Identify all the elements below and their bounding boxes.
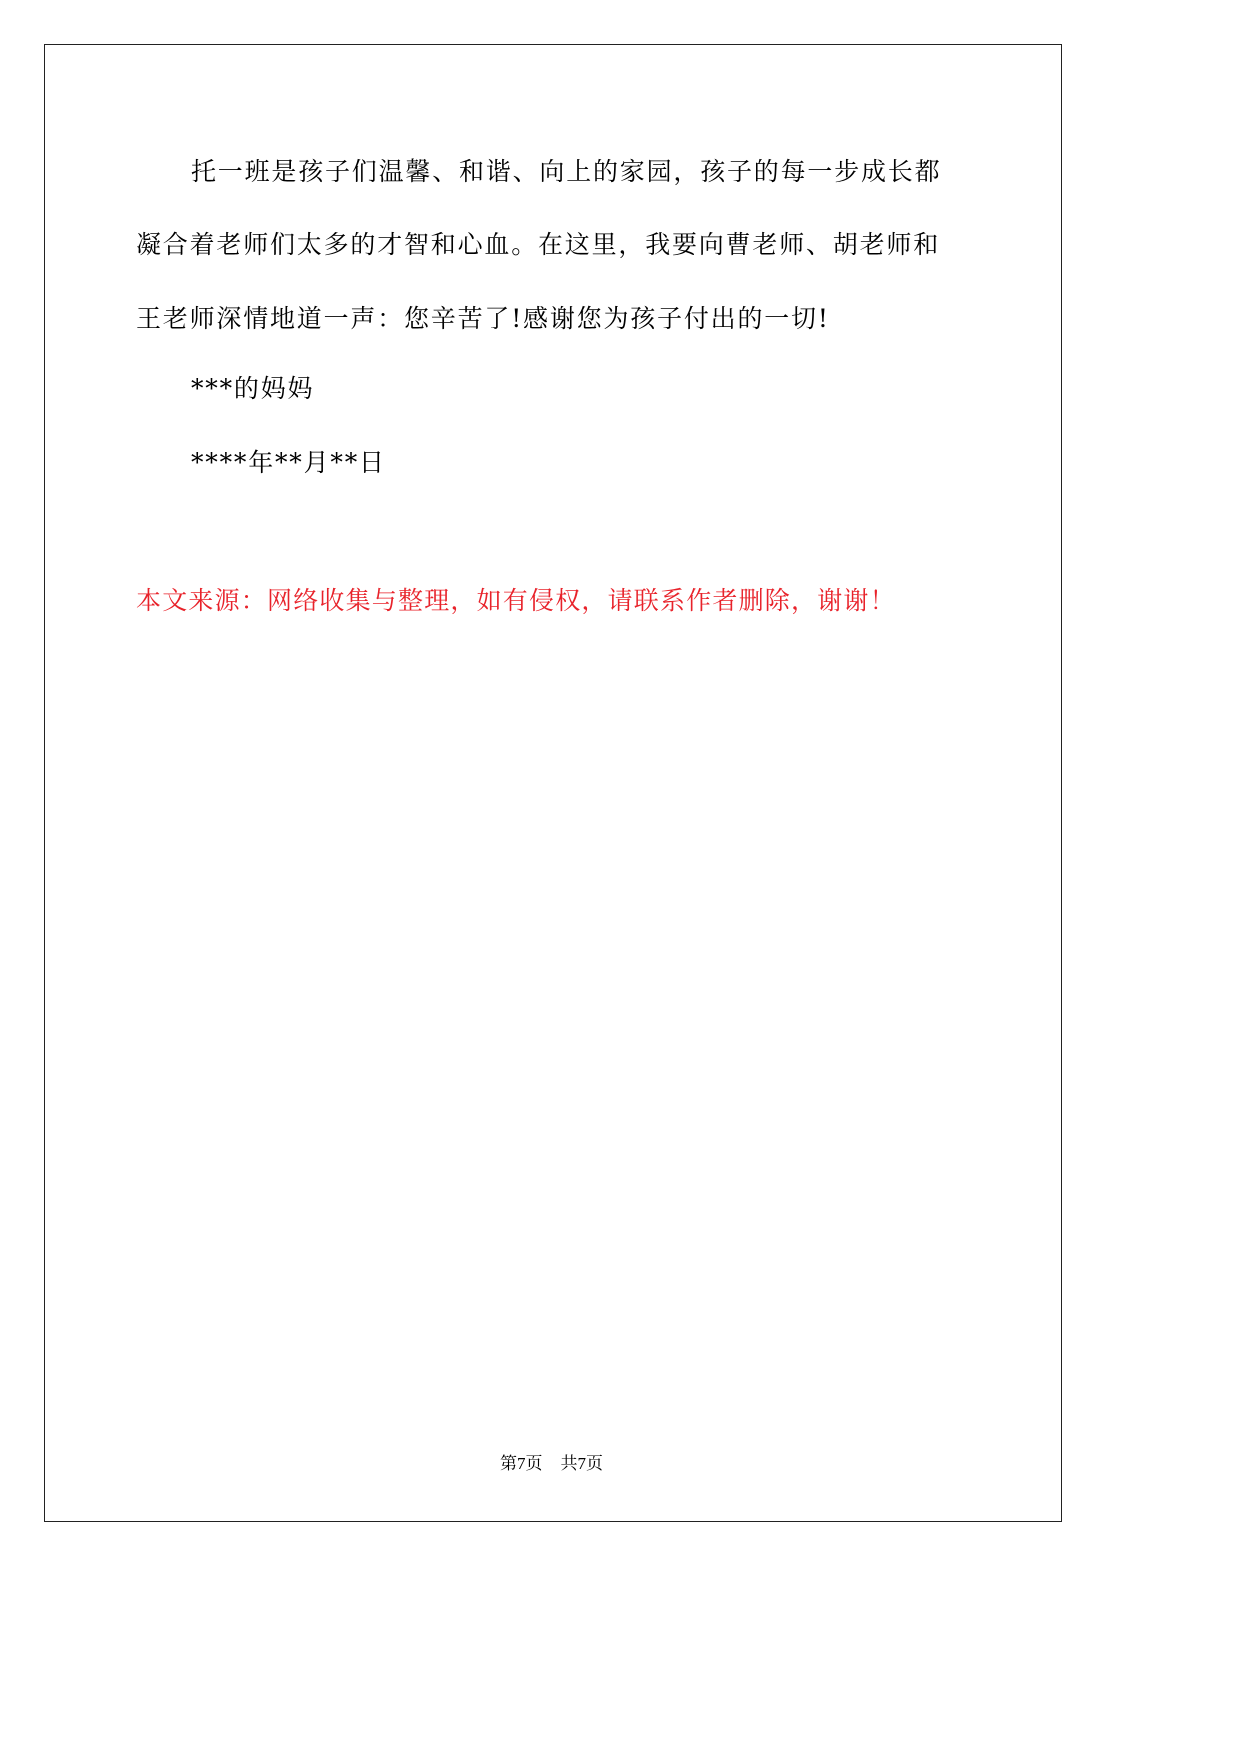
- source-note: 本文来源：网络收集与整理，如有侵权，请联系作者删除，谢谢！: [136, 586, 896, 615]
- total-page-count: 共7页: [560, 1454, 603, 1473]
- signature: ***的妈妈: [191, 374, 315, 403]
- page-frame: [44, 44, 1062, 1522]
- letter-paragraph-line-1: 托一班是孩子们温馨、和谐、向上的家园，孩子的每一步成长都: [191, 157, 942, 186]
- letter-paragraph-line-3: 王老师深情地道一声：您辛苦了!感谢您为孩子付出的一切!: [136, 304, 830, 333]
- current-page-number: 第7页: [500, 1454, 543, 1473]
- page-footer: [0, 1453, 1103, 1475]
- letter-paragraph-line-2: 凝合着老师们太多的才智和心血。在这里，我要向曹老师、胡老师和: [136, 230, 941, 259]
- date-line: ****年**月**日: [191, 448, 386, 477]
